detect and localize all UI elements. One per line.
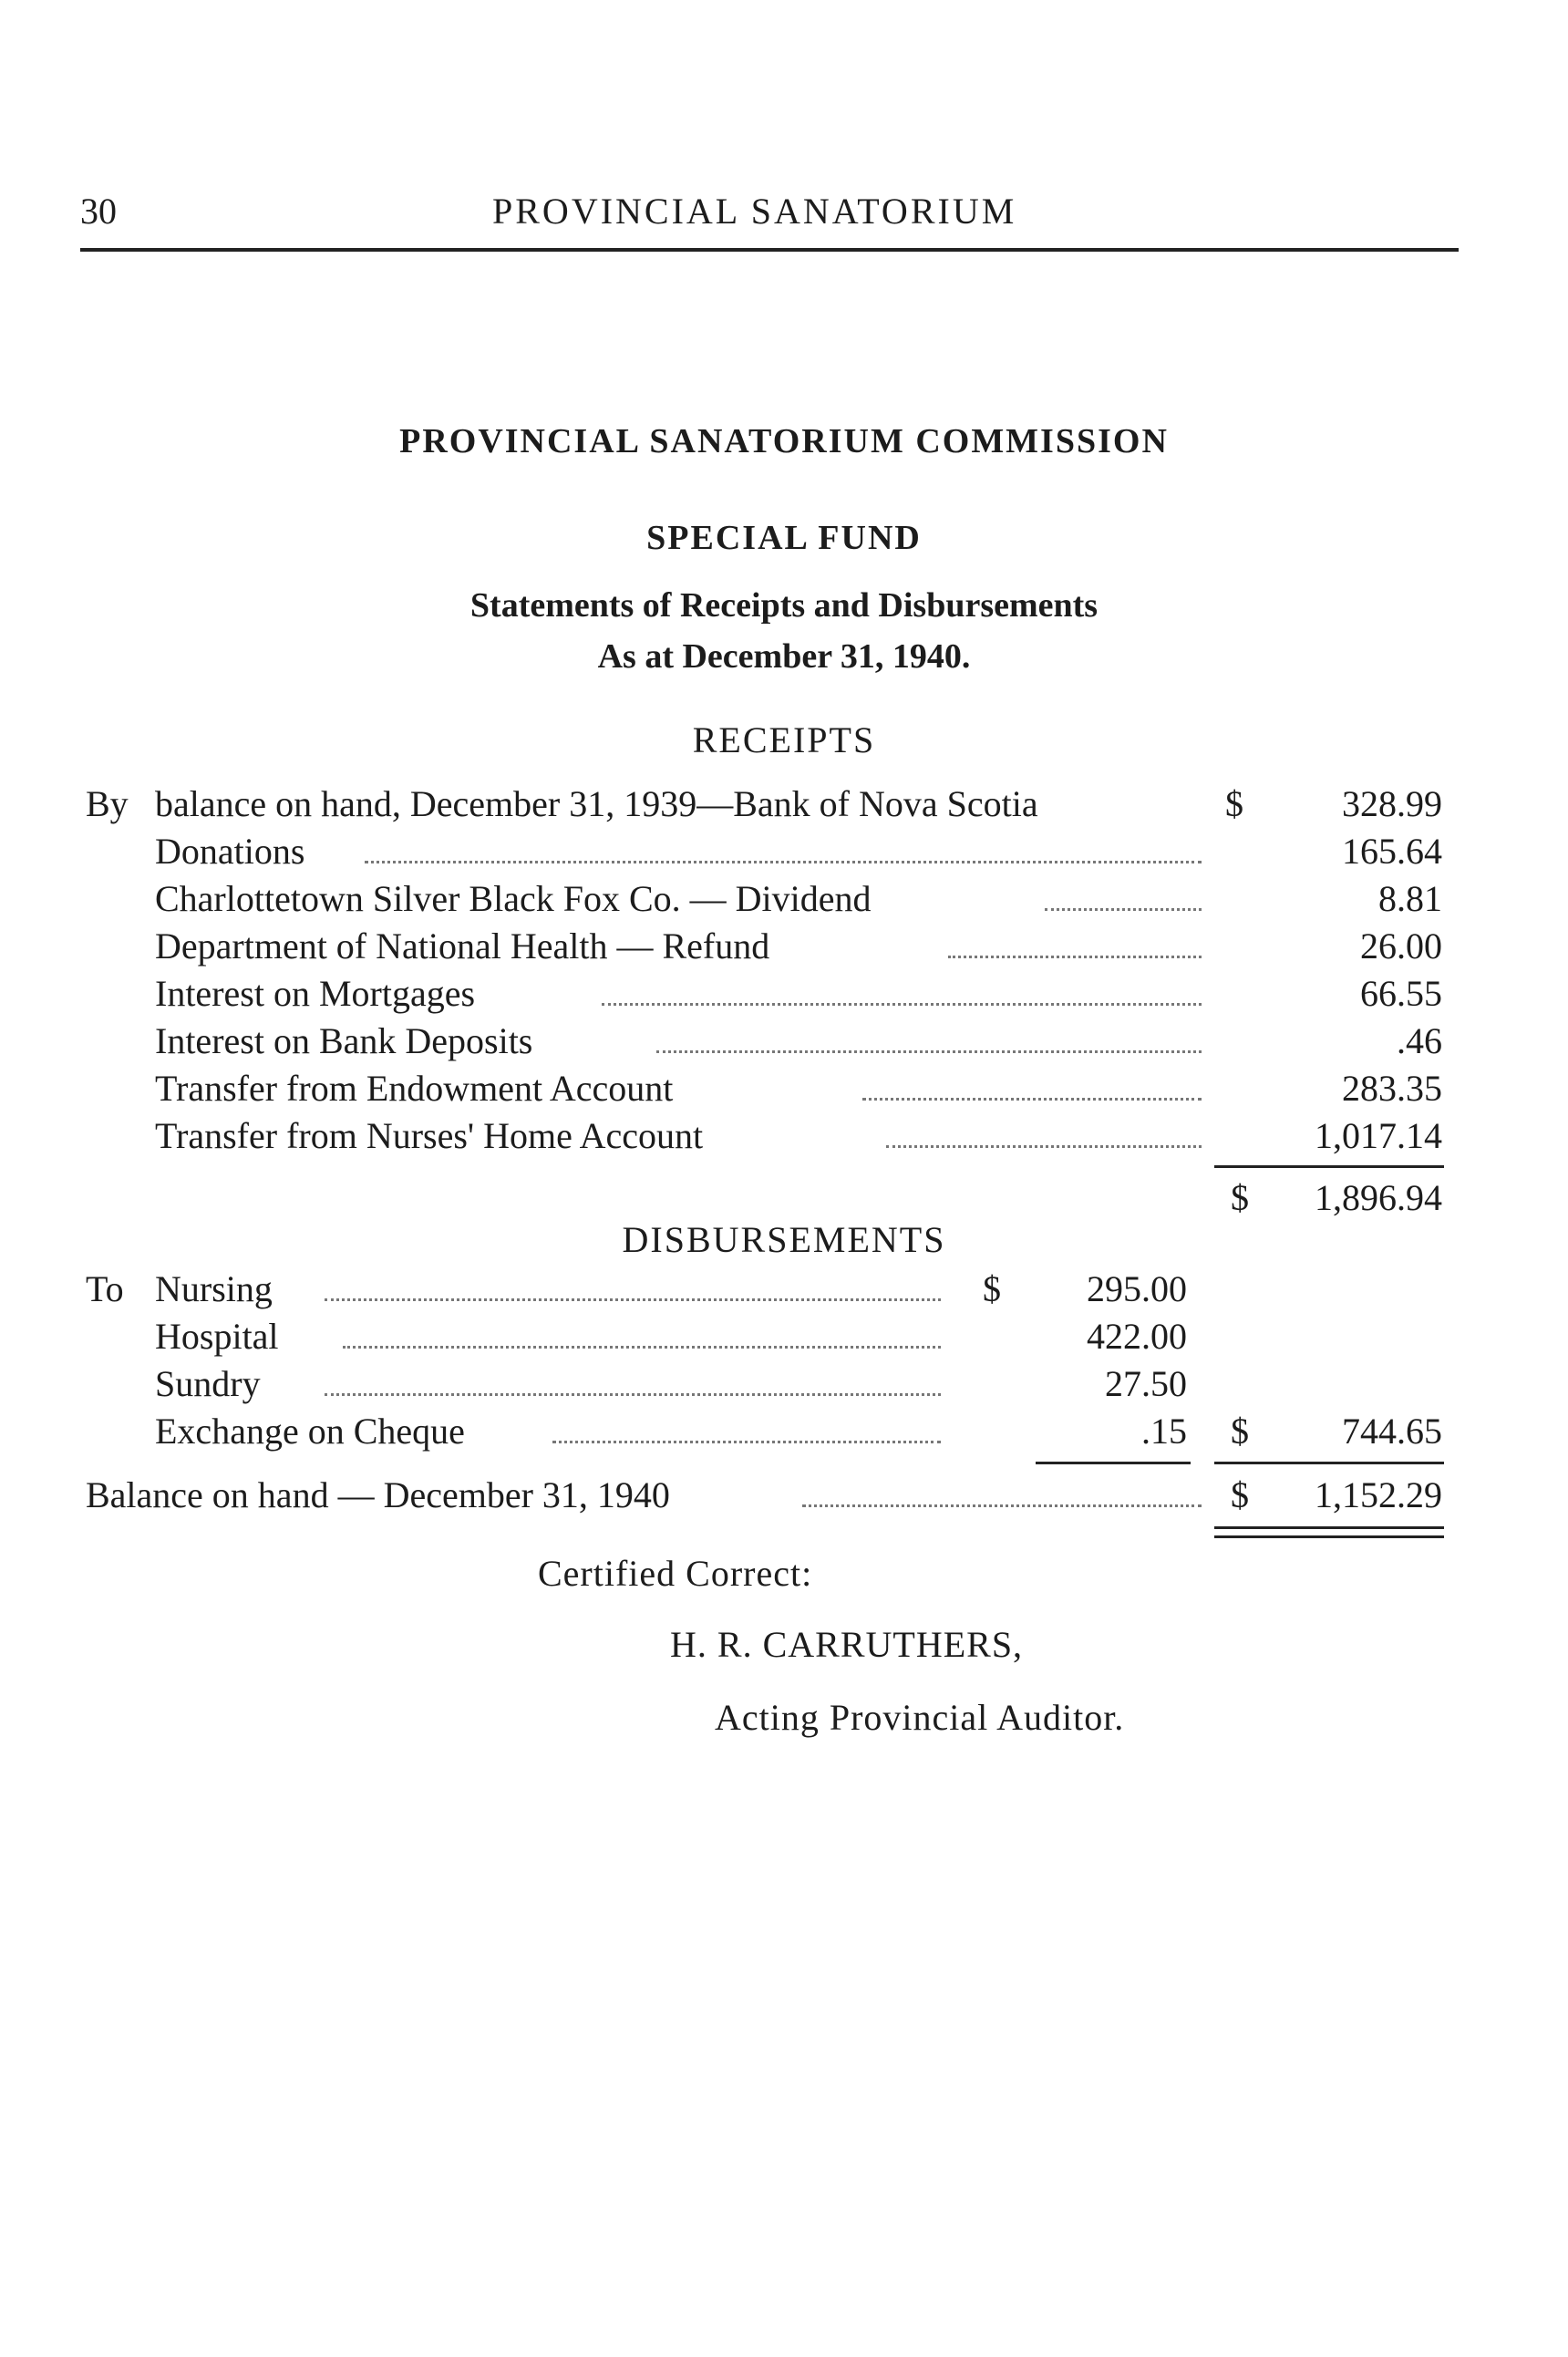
receipt-label: Interest on Bank Deposits — [155, 1020, 533, 1061]
receipt-row — [0, 1114, 1568, 1162]
receipt-dollar-sign: $ — [1225, 783, 1243, 824]
fund-title: SPECIAL FUND — [646, 519, 922, 557]
receipt-amount: 165.64 — [1342, 831, 1442, 872]
receipt-row — [0, 972, 1568, 1019]
dot-leader — [948, 956, 1202, 958]
disbursements-subtotal-rule — [1036, 1462, 1191, 1464]
disbursement-amount: 295.00 — [1087, 1268, 1187, 1309]
receipts-heading: RECEIPTS — [692, 719, 876, 760]
receipt-amount: .46 — [1397, 1020, 1442, 1061]
dot-leader — [1045, 908, 1202, 911]
disbursement-amount: 27.50 — [1105, 1363, 1187, 1404]
disbursement-row — [0, 1410, 1568, 1457]
dot-leader — [862, 1098, 1202, 1101]
balance-amount: 1,152.29 — [1315, 1474, 1442, 1515]
page-number: 30 — [80, 191, 117, 232]
balance-row — [0, 1473, 1568, 1521]
receipt-label: Donations — [155, 831, 305, 872]
disbursement-amount: 422.00 — [1087, 1316, 1187, 1357]
signatory-name: H. R. CARRUTHERS, — [670, 1624, 1024, 1665]
dot-leader — [602, 1003, 1202, 1006]
receipts-prefix: By — [86, 783, 129, 824]
dot-leader — [656, 1050, 1202, 1053]
disbursement-label: Exchange on Cheque — [155, 1411, 465, 1452]
receipt-label: Charlottetown Silver Black Fox Co. — Dividend — [155, 878, 872, 919]
disbursement-label: Hospital — [155, 1316, 279, 1357]
disbursement-row — [0, 1267, 1568, 1315]
receipt-label: balance on hand, December 31, 1939—Bank of Nova Scotia — [155, 783, 1038, 824]
receipt-row — [0, 925, 1568, 972]
receipt-label: Transfer from Endowment Account — [155, 1068, 674, 1109]
receipts-total-amount: 1,896.94 — [1315, 1177, 1442, 1218]
receipt-row — [0, 1019, 1568, 1067]
balance-label: Balance on hand — December 31, 1940 — [86, 1474, 670, 1515]
dot-leader — [802, 1504, 1202, 1507]
disbursements-total-dollar-sign: $ — [1231, 1411, 1249, 1452]
balance-dollar-sign: $ — [1231, 1474, 1249, 1515]
receipt-amount: 66.55 — [1360, 973, 1442, 1014]
receipt-label: Transfer from Nurses' Home Account — [155, 1115, 704, 1156]
disbursement-row — [0, 1362, 1568, 1410]
signatory-title: Acting Provincial Auditor. — [715, 1697, 1125, 1738]
disbursement-label: Sundry — [155, 1363, 261, 1404]
receipt-amount: 1,017.14 — [1315, 1115, 1442, 1156]
dot-leader — [552, 1441, 941, 1443]
dot-leader — [886, 1145, 1202, 1148]
receipt-row — [0, 1067, 1568, 1114]
receipt-label: Interest on Mortgages — [155, 973, 476, 1014]
receipt-row — [0, 830, 1568, 877]
disbursement-amount: .15 — [1141, 1411, 1187, 1452]
balance-double-rule-bottom — [1214, 1535, 1444, 1538]
disbursement-row — [0, 1315, 1568, 1362]
header-rule — [80, 248, 1459, 252]
disbursements-total-amount: 744.65 — [1342, 1411, 1442, 1452]
dot-leader — [325, 1393, 941, 1396]
running-title: PROVINCIAL SANATORIUM — [492, 191, 1017, 232]
disbursements-heading: DISBURSEMENTS — [622, 1219, 946, 1260]
statement-date: As at December 31, 1940. — [597, 637, 971, 676]
certified-correct: Certified Correct: — [538, 1553, 813, 1594]
disbursements-prefix: To — [86, 1268, 124, 1309]
receipts-total-dollar-sign: $ — [1231, 1177, 1249, 1218]
disbursement-dollar-sign: $ — [983, 1268, 1001, 1309]
disbursements-total-rule — [1214, 1462, 1444, 1464]
receipts-total-rule — [1214, 1165, 1444, 1168]
dot-leader — [325, 1298, 941, 1301]
dot-leader — [365, 861, 1202, 863]
commission-title: PROVINCIAL SANATORIUM COMMISSION — [399, 422, 1169, 460]
receipt-amount: 26.00 — [1360, 925, 1442, 967]
receipt-amount: 328.99 — [1342, 783, 1442, 824]
balance-double-rule-top — [1214, 1526, 1444, 1529]
receipt-row — [0, 782, 1568, 830]
receipt-row — [0, 877, 1568, 925]
statement-title: Statements of Receipts and Disbursements — [469, 586, 1099, 625]
receipt-amount: 283.35 — [1342, 1068, 1442, 1109]
receipts-total-row — [0, 1176, 1568, 1224]
receipt-amount: 8.81 — [1378, 878, 1442, 919]
receipt-label: Department of National Health — Refund — [155, 925, 770, 967]
disbursement-label: Nursing — [155, 1268, 273, 1309]
dot-leader — [343, 1346, 941, 1349]
